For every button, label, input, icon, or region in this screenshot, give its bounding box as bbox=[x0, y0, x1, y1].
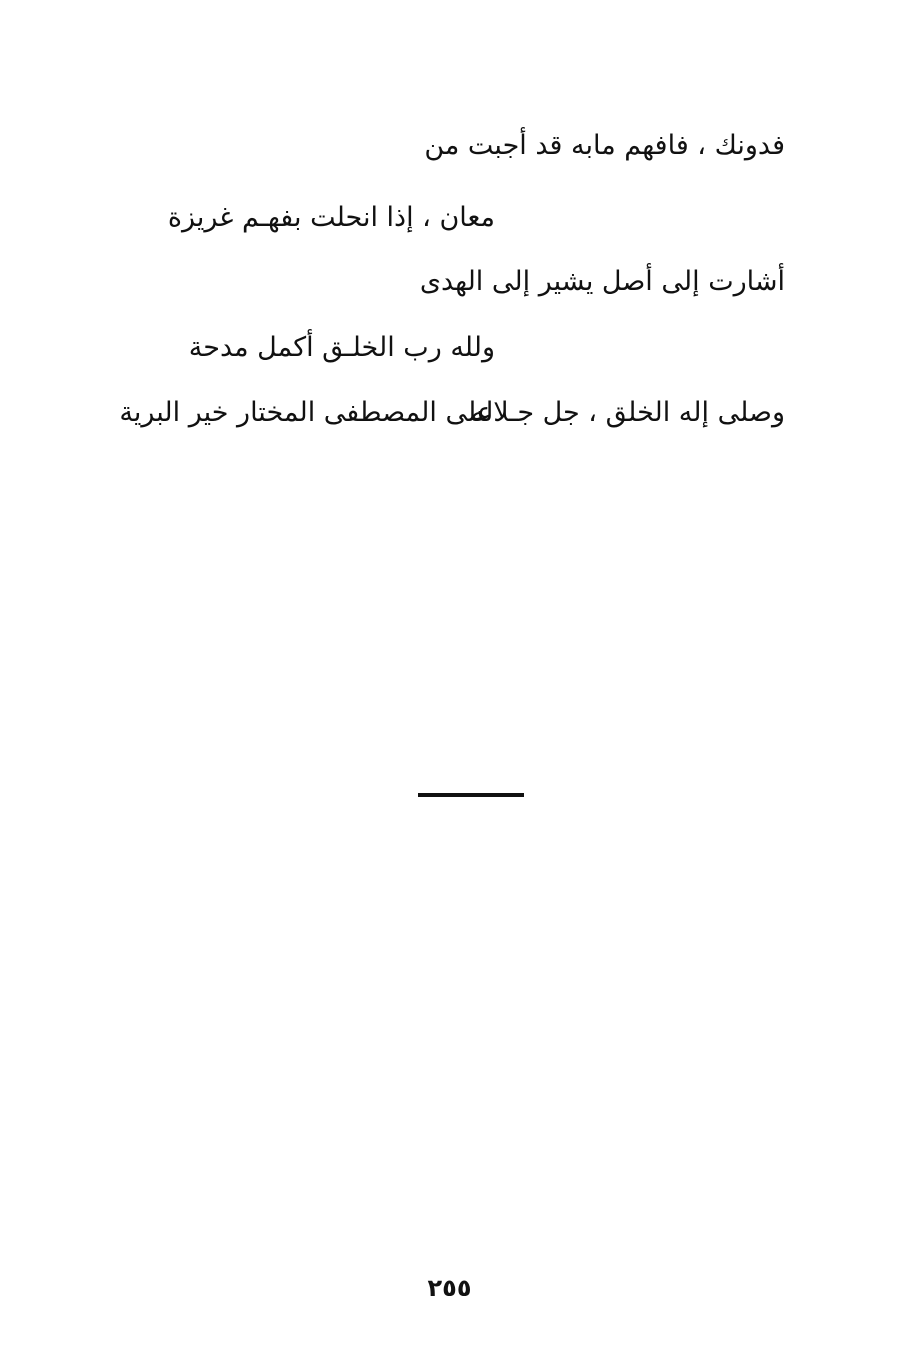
page-number: ٢٥٥ bbox=[427, 1274, 472, 1302]
verse-line-4: ولله رب الخلـق أكمل مدحة bbox=[188, 332, 495, 363]
verse-line-5-left: على المصطفى المختار خير البرية bbox=[119, 397, 493, 428]
verse-line-5-right: وصلى إله الخلق ، جل جـلاله bbox=[470, 397, 785, 428]
verse-line-3: أشارت إلى أصل يشير إلى الهدى bbox=[419, 266, 785, 297]
verse-line-2: معان ، إذا انحلت بفهـم غريزة bbox=[167, 202, 495, 233]
verse-line-1: فدونك ، فافهم مابه قد أجبت من bbox=[424, 130, 785, 161]
end-divider-rule bbox=[418, 793, 524, 797]
